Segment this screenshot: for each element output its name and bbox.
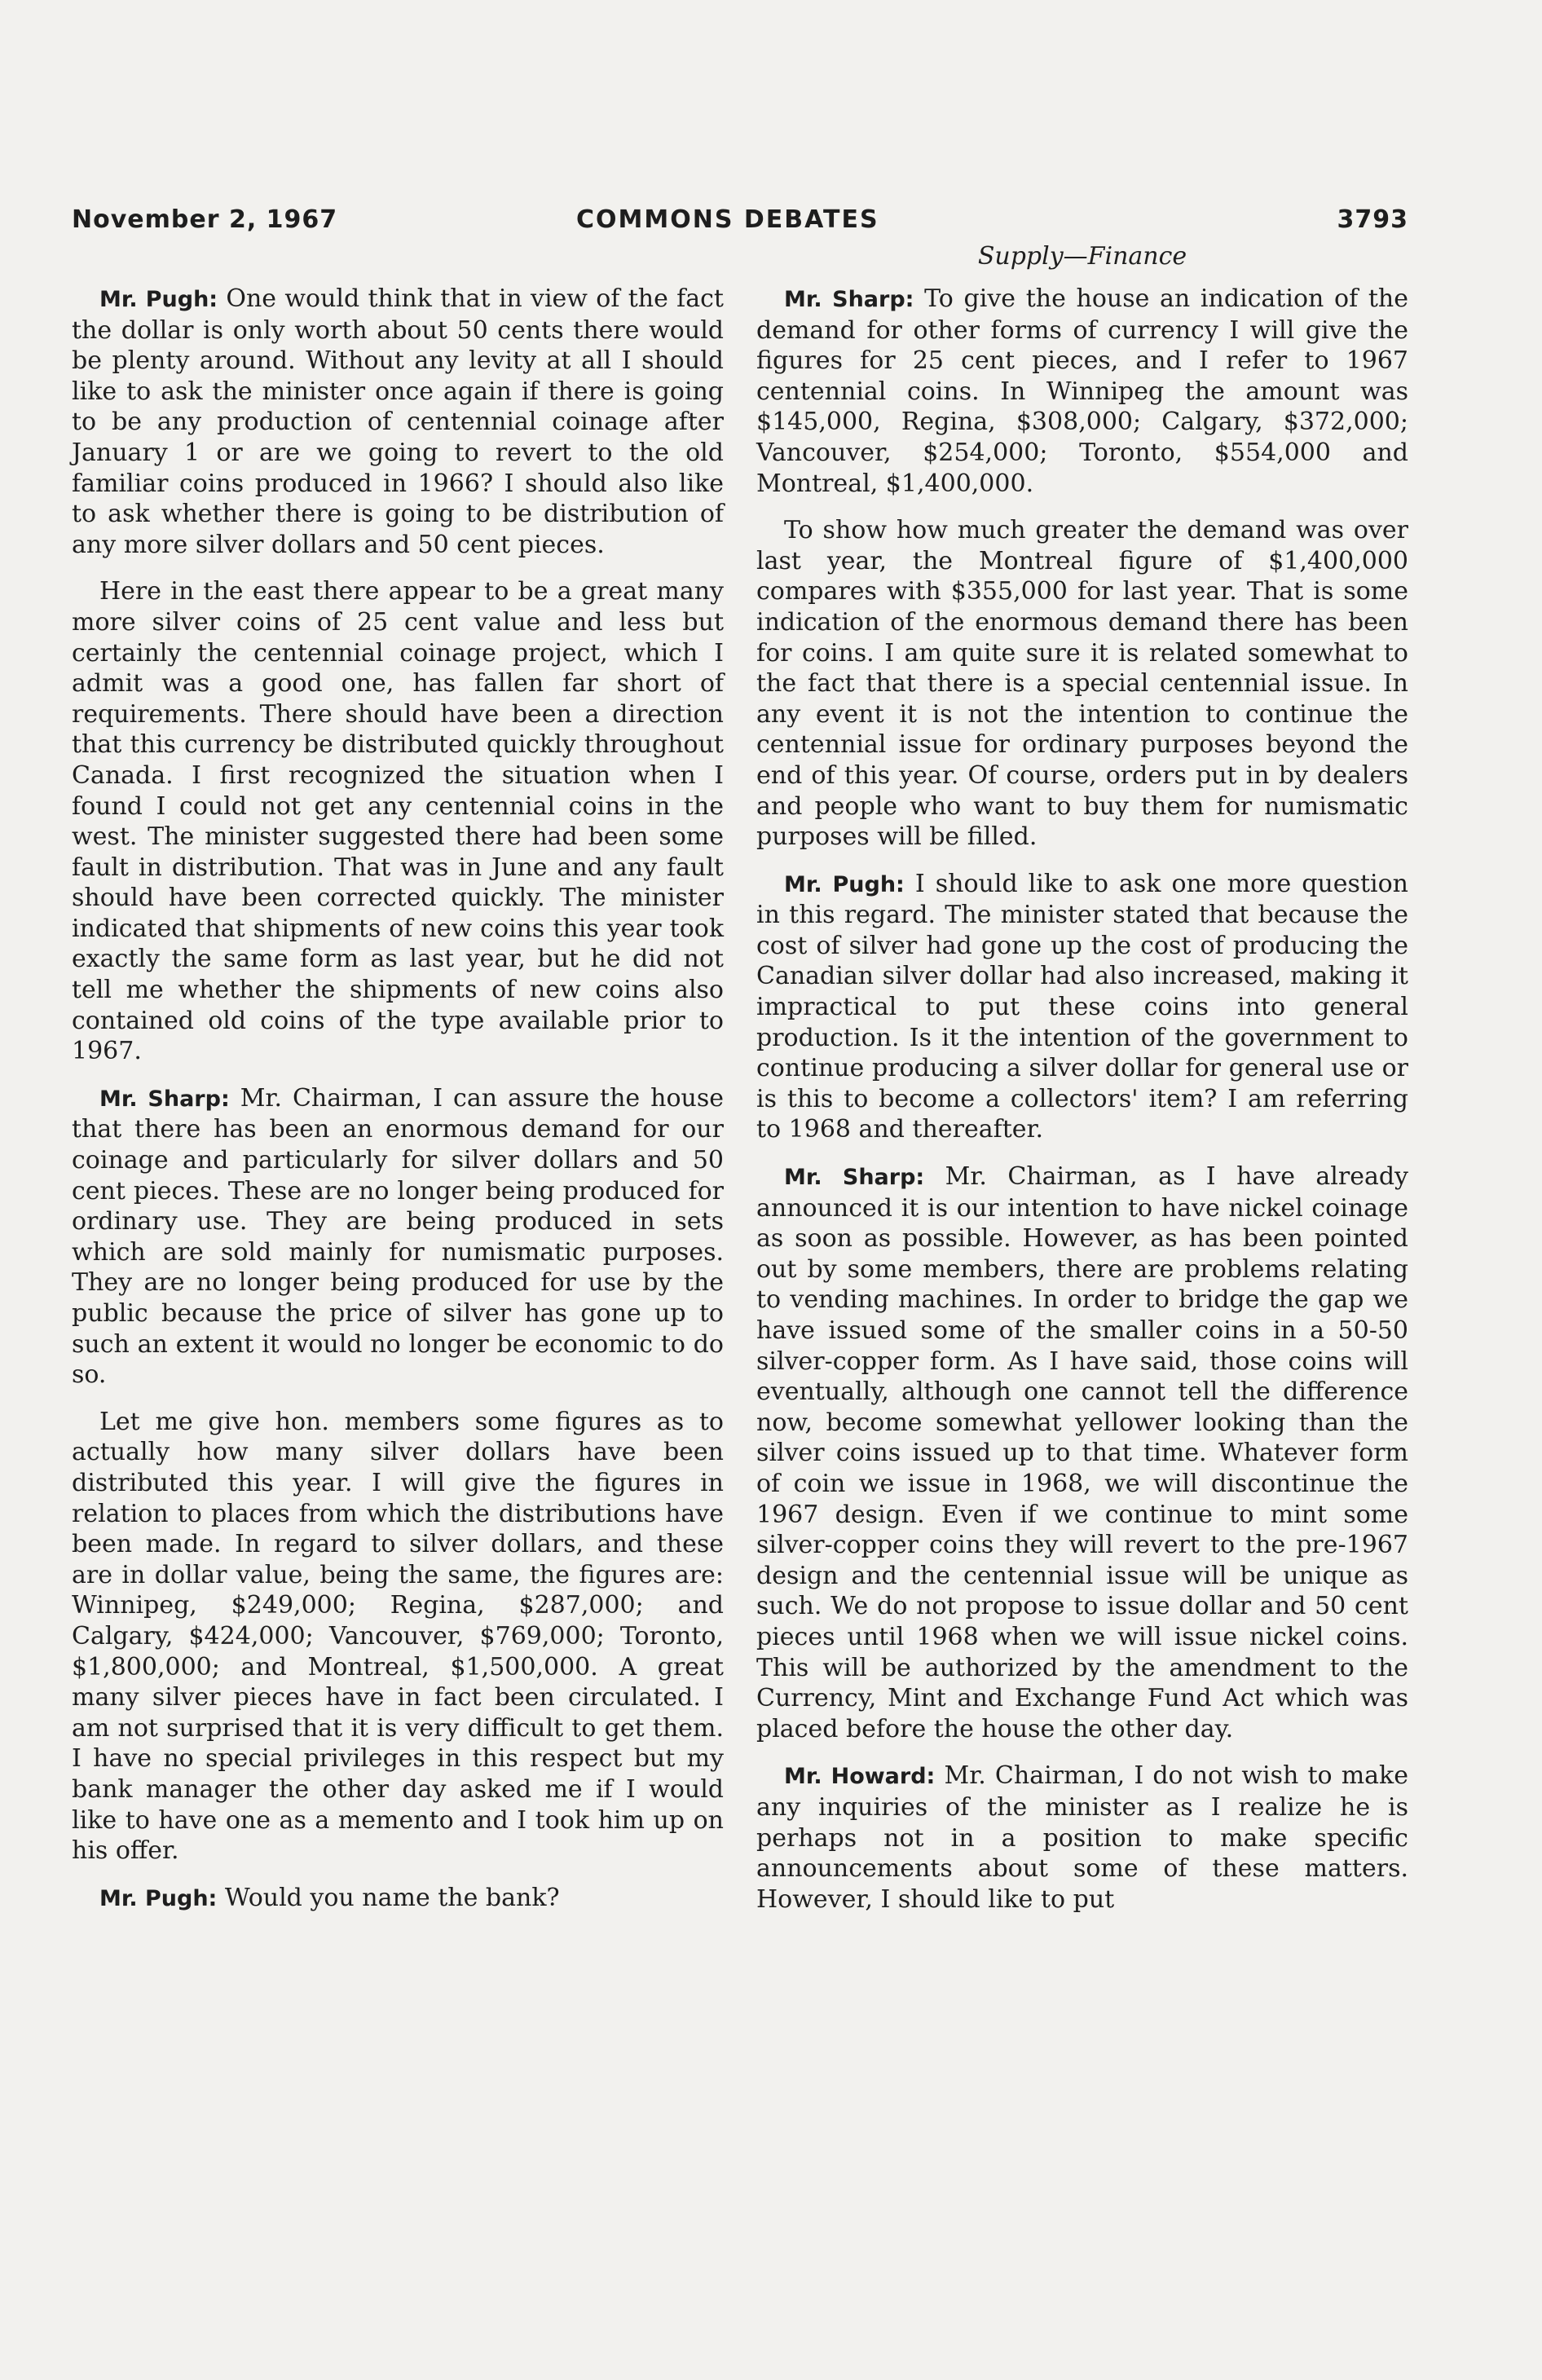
paragraph (72, 1083, 724, 1391)
paragraph-text: To show how much greater the demand was over last year, the Montreal figure of $1,400,000 compares with $355,000 for last year. That is some indication of the enormous demand there has been for coins. I am quite sure it is related somewhat to the fact that there is a special centennial issue. In any event it is not the intention to continue the centennial issue for ordinary purposes beyond the end of this year. Of course, orders put in by dealers and people who want to buy them for numismatic purposes will be filled. (756, 516, 1408, 852)
speaker-name: Mr. Sharp: (99, 1086, 230, 1112)
paragraph (756, 1761, 1408, 1915)
paragraph (756, 284, 1408, 499)
speaker-name: Mr. Pugh: (99, 287, 218, 312)
paragraph (72, 1407, 724, 1867)
paragraph-text: Mr. Chairman, I do not wish to make any inquiries of the minister as I realize he is perhaps not in a position to make specific announcements about some of these matters. However, I should like to put (756, 1761, 1408, 1914)
speaker-name: Mr. Pugh: (784, 871, 905, 897)
paragraph (72, 1883, 724, 1915)
publication-title: COMMONS DEBATES (576, 205, 879, 234)
section-heading: Supply—Finance (977, 242, 1187, 271)
paragraph-text: Here in the east there appear to be a great many more silver coins of 25 cent value and less but certainly the centennial coinage project, which I admit was a good one, has fallen far short of requirements. There should have been a direction that this currency be distributed quickly throughout Canada. I first recognized the situation when I found I could not get any centennial coins in the west. The minister suggested there had been some fault in distribution. That was in June and any fault should have been corrected quickly. The minister indicated that shipments of new coins this year took exactly the same form as last year, but he did not tell me whether the shipments of new coins also contained old coins of the type available prior to 1967. (72, 577, 724, 1066)
paragraph-text: One would think that in view of the fact the dollar is only worth about 50 cents there would be plenty around. Without any levity at all I should like to ask the minister once again if there is going to be any production of centennial coinage after January 1 or are we going to revert to the old familiar coins produced in 1966? I should also like to ask whether there is going to be distribution of any more silver dollars and 50 cent pieces. (72, 284, 724, 559)
speaker-name: Mr. Sharp: (784, 287, 914, 312)
paragraph (72, 576, 724, 1067)
speaker-name: Mr. Sharp: (784, 1165, 925, 1191)
paragraph-text: Let me give hon. members some figures as to actually how many silver dollars have been distributed this year. I will give the figures in relation to places from which the distributions have been made. In regard to silver dollars, and these are in dollar value, being the same, the figures are: Winnipeg, $249,000; Regina, $287,000; and Calgary, $424,000; Vancouver, $769,000; Toronto, $1,800,000; and Montreal, $1,500,000. A great many silver pieces have in fact been circulated. I am not surprised that it is very difficult to get them. I have no special privileges in this respect but my bank manager the other day asked me if I would like to have one as a memento and I took him up on his offer. (72, 1407, 724, 1866)
header-date: November 2, 1967 (72, 205, 338, 234)
paragraph-text: I should like to ask one more question in this regard. The minister stated that because the cost of silver had gone up the cost of producing the Canadian silver dollar had also increased, making it impractical to put these coins into general production. Is it the intention of the government to continue producing a silver dollar for general use or is this to become a collectors' item? I am referring to 1968 and thereafter. (756, 869, 1408, 1144)
speaker-name: Mr. Howard: (784, 1764, 936, 1790)
left-column (72, 284, 724, 1930)
page-number: 3793 (1337, 205, 1408, 234)
paragraph (756, 515, 1408, 853)
paragraph-text: To give the house an indication of the demand for other forms of currency I will give the figures for 25 cent pieces, and I refer to 1967 centennial coins. In Winnipeg the amount was $145,000, Regina, $308,000; Calgary, $372,000; Vancouver, $254,000; Toronto, $554,000 and Montreal, $1,400,000. (756, 284, 1408, 498)
paragraph (756, 869, 1408, 1145)
right-column (756, 284, 1408, 1931)
paragraph-text: Mr. Chairman, I can assure the house that there has been an enormous demand for our coinage and particularly for silver dollars and 50 cent pieces. These are no longer being produced for ordinary use. They are being produced in sets which are sold mainly for numismatic purposes. They are no longer being produced for use by the public because the price of silver has gone up to such an extent it would no longer be economic to do so. (72, 1083, 724, 1390)
paragraph (72, 284, 724, 560)
paragraph-text: Would you name the bank? (224, 1883, 560, 1912)
speaker-name: Mr. Pugh: (99, 1885, 218, 1911)
paragraph (756, 1161, 1408, 1744)
paragraph-text: Mr. Chairman, as I have already announced it is our intention to have nickel coinage as soon as possible. However, as has been pointed out by some members, there are problems relating to vending machines. In order to bridge the gap we have issued some of the smaller coins in a 50-50 silver-copper form. As I have said, those coins will eventually, although one cannot tell the difference now, become somewhat yellower looking than the silver coins issued up to that time. Whatever form of coin we issue in 1968, we will discontinue the 1967 design. Even if we continue to mint some silver-copper coins they will revert to the pre-1967 design and the centennial issue will be unique as such. We do not propose to issue dollar and 50 cent pieces until 1968 when we will issue nickel coins. This will be authorized by the amendment to the Currency, Mint and Exchange Fund Act which was placed before the house the other day. (756, 1162, 1409, 1743)
